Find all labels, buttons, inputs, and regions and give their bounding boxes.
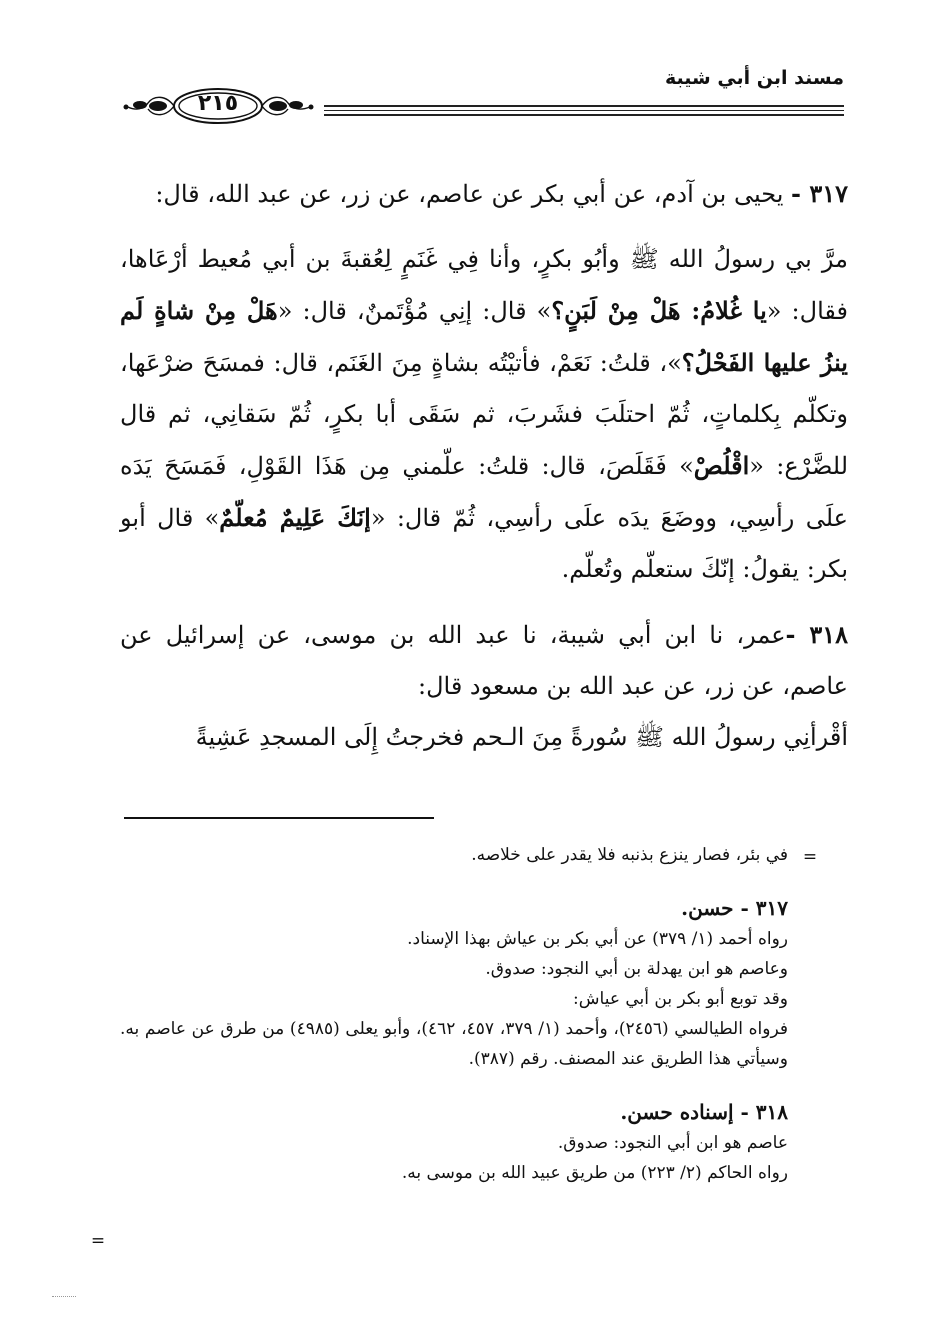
prophetic-speech: إنَكَ عَلِيمٌ مُعلّمٌ bbox=[219, 503, 371, 532]
matn-text: » قال: إنِي مُؤْتَمنٌ، قال: « bbox=[277, 297, 552, 325]
footnote-separator bbox=[124, 817, 434, 819]
prophetic-speech: هَلْ مِنْ شاةٍ لَم ينزُ عليها الفَحْلُ؟ bbox=[120, 296, 848, 377]
main-text bbox=[120, 168, 848, 763]
hadith-number: ٣١٨ - bbox=[785, 620, 848, 649]
prophetic-speech: اقْلُصْ bbox=[693, 451, 750, 480]
continuation-mark: = bbox=[802, 847, 818, 867]
isnad-text: عمر، نا ابن أبي شيبة، نا عبد الله بن موسى، عن إسرائيل عن عاصم، عن زر، عن عبد الله بن مسعود قال: bbox=[120, 621, 848, 700]
continuation-mark-bottom: = bbox=[90, 1231, 106, 1251]
footnote-carry-over: في بئر، فصار ينزع بذنبه فلا يقدر على خلاصه. bbox=[471, 845, 788, 865]
hadith-318-isnad bbox=[120, 609, 848, 712]
footnote-line: رواه أحمد (١/ ٣٧٩) عن أبي بكر بن عياش بهذا الإسناد. bbox=[407, 929, 788, 949]
footnote-line: وعاصم هو ابن يهدلة بن أبي النجود: صدوق. bbox=[485, 959, 788, 979]
footnotes bbox=[120, 840, 788, 1188]
footnote-line: رواه الحاكم (٢/ ٢٢٣) من طريق عبيد الله بن موسى به. bbox=[401, 1163, 788, 1183]
page-header bbox=[118, 55, 844, 125]
matn-text: » فَقَلَصَ، قال: قلتُ: علّمني مِن هَذَا القَوْلِ، فَمَسَحَ يَدَه علَى رأسِي، ووضَعَ يدَه علَى رأسِي، ثُمّ قال: « bbox=[120, 452, 848, 532]
footnote-line: وقد توبع أبو بكر بن أبي عياش: bbox=[573, 989, 788, 1009]
header-rule bbox=[324, 105, 844, 117]
matn-text: »، قلتُ: نَعَمْ، فأتيْتُه بشاةٍ مِنَ الغَنَم، قال: فمسَحَ ضرْعَها، وتكلّم بِكلماتٍ، ثُمّ احتلَبَ فشَربَ، ثم سَقَى أبا بكرٍ، ثُمّ سَقانِي، ثم قال للضَّرْع: « bbox=[120, 349, 849, 480]
footnote-318-heading: ٣١٨ - إسناده حسن. bbox=[620, 1100, 788, 1124]
footnote-317-heading: ٣١٧ - حسن. bbox=[681, 896, 788, 920]
matn-text: » قال أبو بكر: يقولُ: إنّكَ ستعلّم وتُعلّم. bbox=[120, 504, 848, 583]
isnad-text: يحيى بن آدم، عن أبي بكر عن عاصم، عن زر، عن عبد الله، قال: bbox=[155, 180, 791, 208]
footnote-line: عاصم هو ابن أبي النجود: صدوق. bbox=[557, 1133, 788, 1153]
book-title: مسند ابن أبي شيبة bbox=[664, 67, 844, 89]
footnote-line: فرواه الطيالسي (٢٤٥٦)، وأحمد (١/ ٣٧٩، ٤٥٧، ٤٦٢)، وأبو يعلى (٤٩٨٥) من طرق عن عاصم به. وسيأتي هذا الطريق عند المصنف. رقم (٣٨٧). bbox=[120, 1019, 788, 1069]
matn-text: مرَّ بي رسولُ الله ﷺ وأبُو بكرٍ، وأنا فِي غَنَمٍ لِعُقبةَ بن أبي مُعيط أرْعَاها، فقال: « bbox=[120, 245, 849, 325]
scan-speck bbox=[52, 1296, 76, 1301]
hadith-317-matn bbox=[120, 234, 848, 595]
prophetic-speech: يا غُلامُ: هَلْ مِنْ لَبَنٍ؟ bbox=[551, 296, 767, 325]
matn-text: أقْرأنِي رسولُ الله ﷺ سُورةً مِنَ الـحم فخرجتُ إِلَى المسجدِ عَشِيةً bbox=[195, 723, 848, 751]
hadith-318-matn bbox=[120, 712, 848, 763]
hadith-number: ٣١٧ - bbox=[791, 179, 848, 208]
hadith-317-isnad bbox=[120, 168, 848, 220]
page-number: ٢١٥ bbox=[197, 91, 239, 116]
